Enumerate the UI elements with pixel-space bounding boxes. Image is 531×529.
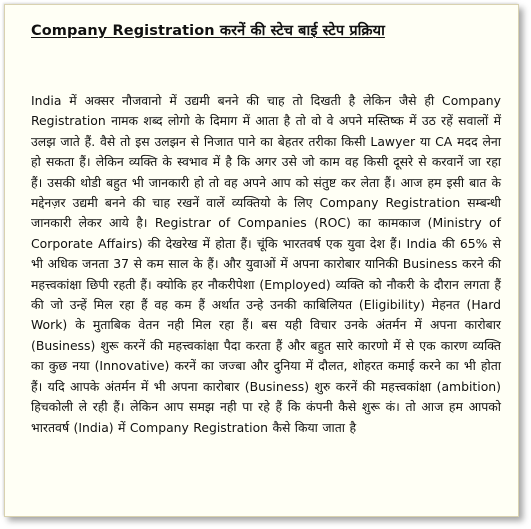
- document-paragraph: India में अक्सर नौजवानो में उद्यमी बनने की चाह तो दिखती है लेकिन जैसे ही Company Registration नामक शब्द लोगो के दिमाग में आता है तो वो वे अपने मस्तिष्क में उठ रहें सवालों में उलझ जाते हैं. वैसे तो इस उलझन से निजात पाने का बेहतर तरीका किसी Lawyer या CA मदद लेना हो सकता हैं। लेकिन व्यक्ति के स्वभाव में है कि अगर उसे जो काम वह किसी दूसरे से करवानें जा रहा हैं। उसकी थोडी बहुत भी जानकारी हो तो वह अपने आप को संतुष्ट कर लेता हैं। आज हम इसी बात के मद्देनज़र उद्यमी बनने की चाह रखनें वालें व्यक्तियो के लिए Company Registration सम्बन्धी जानकारी लेकर आये है। Registrar of Companies (ROC) का कामकाज (Ministry of Corporate Affairs) की देखरेख में होता हैं। चूंकि भारतवर्ष एक युवा देश हैं। India की 65% से भी अधिक जनता 37 से कम साल के हैं। और युवाओं में अपना कारोबार यानिकी Business करने की महत्त्वकांक्षा छिपी रहती हैं। क्योकि हर नौकरीपेशा (Employed) व्यक्ति को नौकरी के दौरान लगता हैं की जो उन्हें मिल रहा हैं वह कम हैं अर्थात उन्हे उनकी काबिलियत (Eligibility) मेहनत (Hard Work) के मुताबिक वेतन नही मिल रहा हैं। बस यही विचार उनके अंतर्मन में अपना कारोबार (Business) शुरू करनें की महत्त्वकांक्षा पैदा करता हैं और बहुत सारे कारणो में से एक कारण व्यक्ति का कुछ नया (Innovative) करनें का जज्बा और दुनिया में दौलत, शोहरत कमाई करने का भी होता हैं। यदि आपके अंतर्मन में भी अपना कारोबार (Business) शुरु करनें की महत्त्वकांक्षा (ambition) हिचकोली ले रही हैं। लेकिन आप समझ नही पा रहे हैं कि कंपनी कैसे शुरू कं। तो आज हम आपको भारतवर्ष (India) में Company Registration कैसे किया जाता है: [31, 93, 501, 435]
- document-title: Company Registration करनें की स्टेच बाई स्टेप प्रक्रिया: [31, 23, 385, 39]
- document-panel: [4, 4, 519, 517]
